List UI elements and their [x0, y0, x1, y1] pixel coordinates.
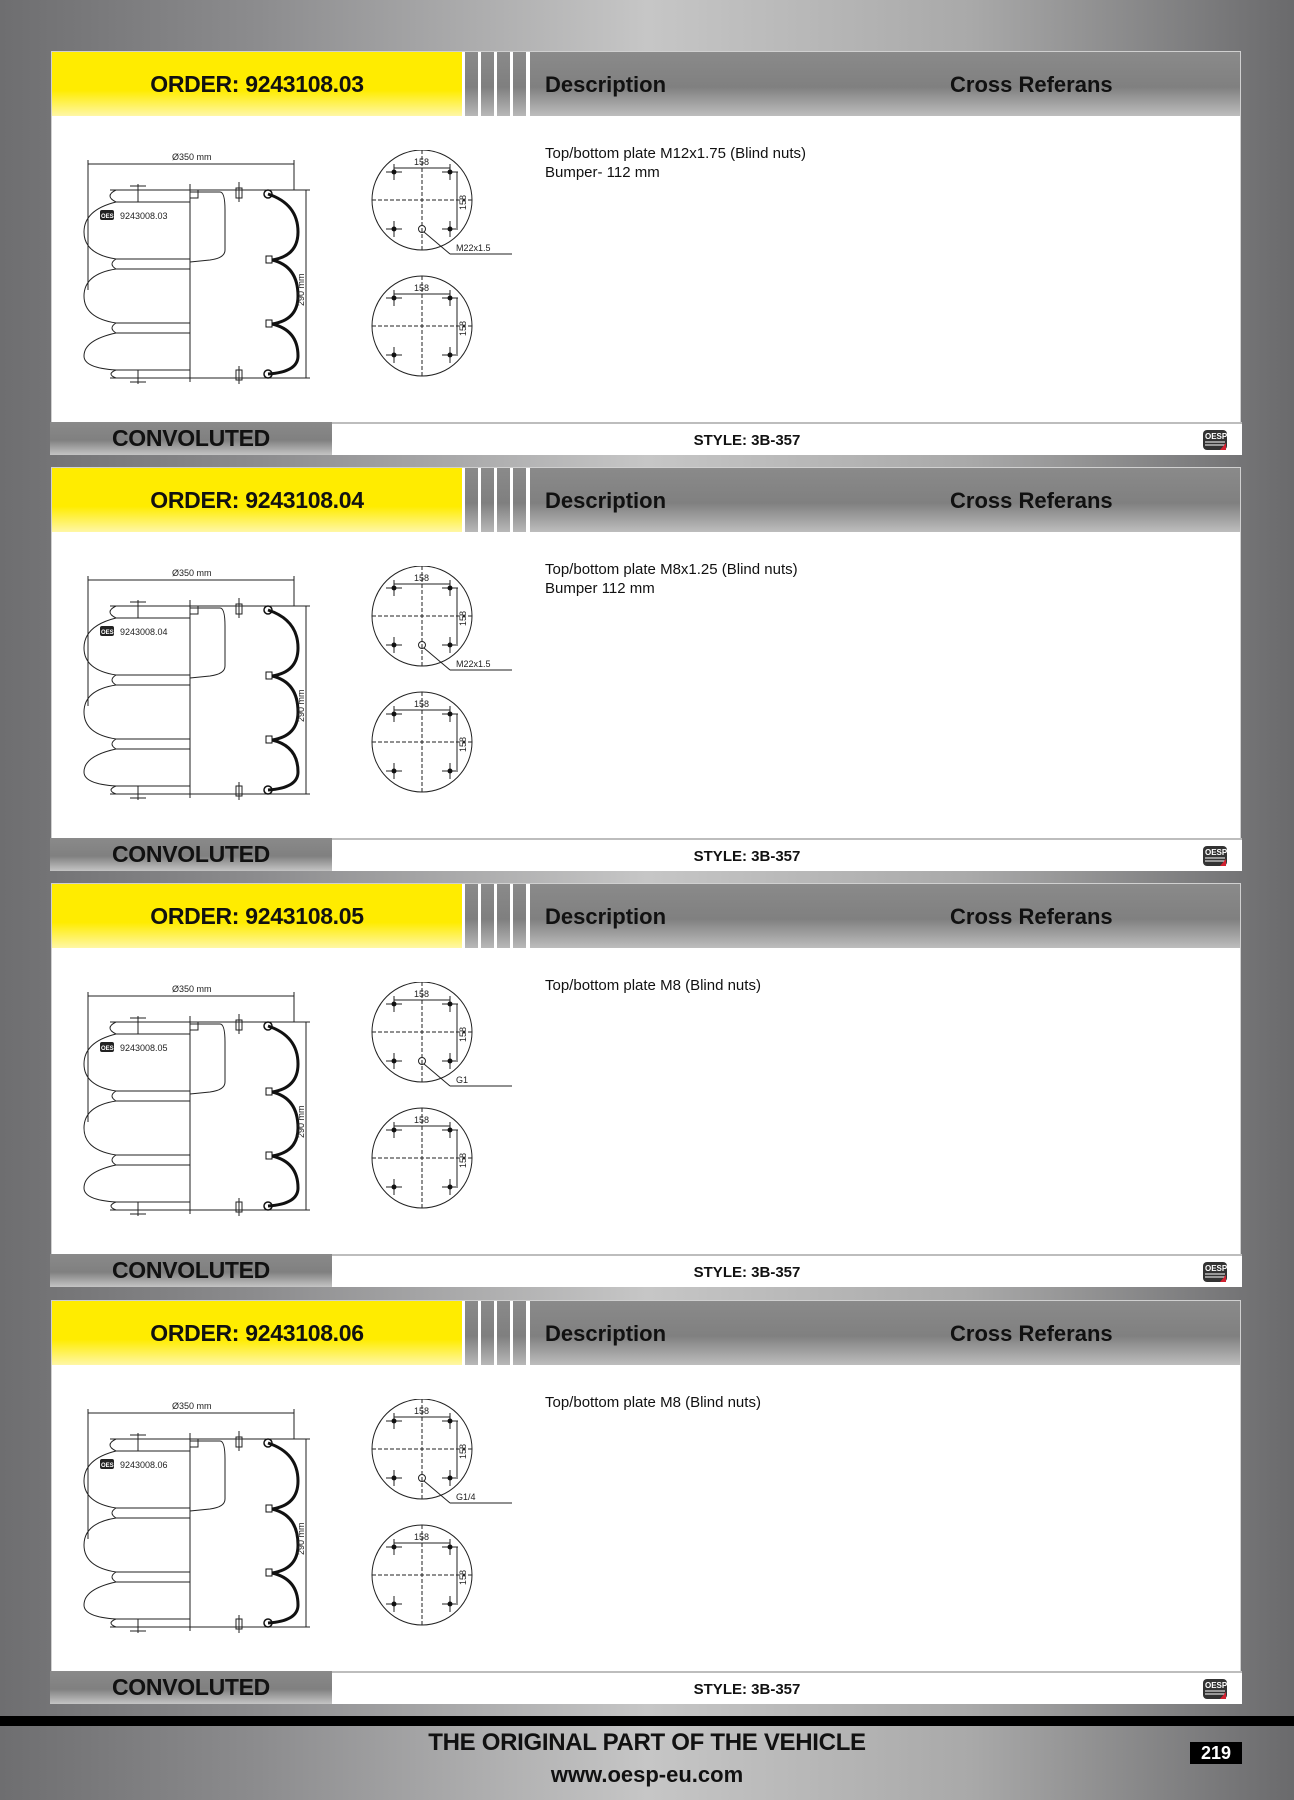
bolt-spacing-side-label: 158	[458, 1569, 468, 1585]
oesp-logo-icon	[100, 1459, 118, 1469]
product-card	[51, 467, 1241, 871]
page-number: 219	[1190, 1742, 1242, 1764]
style-strip	[332, 1671, 1242, 1704]
svg-text:OESP: OESP	[101, 630, 118, 636]
cross-reference-heading: Cross Referans	[950, 488, 1113, 513]
bolt-spacing-label: 158	[414, 699, 430, 709]
oesp-logo-icon	[100, 626, 118, 636]
description-line: Top/bottom plate M8 (Blind nuts)	[545, 977, 761, 994]
svg-text:OESP: OESP	[1205, 1681, 1228, 1690]
bolt-spacing-side-label: 158	[458, 320, 468, 336]
air-spring-side-drawing	[80, 150, 340, 390]
description-line: Top/bottom plate M8x1.25 (Blind nuts)	[545, 561, 798, 578]
order-number: ORDER: 9243108.06	[52, 1301, 462, 1365]
height-label: 290 mm	[296, 689, 306, 722]
footer-tagline: THE ORIGINAL PART OF THE VEHICLE	[428, 1729, 866, 1756]
description-heading: Description	[545, 488, 667, 513]
air-spring-side-drawing	[80, 982, 340, 1222]
drawing-part-number: 9243008.05	[120, 1043, 168, 1053]
description-heading: Description	[545, 1321, 667, 1346]
air-inlet-label: M22x1.5	[456, 243, 491, 253]
height-label: 290 mm	[296, 1105, 306, 1138]
bolt-spacing-side-label: 158	[458, 1443, 468, 1459]
drawing-part-number: 9243008.06	[120, 1460, 168, 1470]
order-number: ORDER: 9243108.05	[52, 884, 462, 948]
cross-reference-heading: Cross Referans	[950, 72, 1113, 97]
oesp-logo-icon	[100, 1042, 118, 1052]
card-footer	[50, 422, 1242, 455]
description-heading: Description	[545, 72, 667, 97]
description-text	[545, 560, 798, 598]
footer-website-link[interactable]: www.oesp-eu.com	[550, 1762, 744, 1787]
card-footer	[50, 1254, 1242, 1287]
svg-text:OESP: OESP	[101, 214, 118, 220]
diameter-label: Ø350 mm	[172, 984, 212, 994]
description-text	[545, 144, 806, 182]
oesp-logo-icon	[100, 210, 118, 220]
mounting-plate-drawings	[362, 150, 562, 390]
footer-bar	[0, 1716, 1294, 1726]
description-line: Bumper 112 mm	[545, 580, 655, 597]
bolt-spacing-side-label: 158	[458, 610, 468, 626]
description-text	[545, 976, 761, 995]
drawing-part-number: 9243008.04	[120, 627, 168, 637]
oesp-logo-icon	[1202, 429, 1228, 451]
mounting-plate-drawings	[362, 982, 562, 1222]
svg-text:OESP: OESP	[1205, 1264, 1228, 1273]
svg-text:OESP: OESP	[101, 1463, 118, 1469]
description-text	[545, 1393, 761, 1412]
style-label: STYLE: 3B-357	[693, 1681, 801, 1698]
height-label: 290 mm	[296, 1522, 306, 1555]
bolt-spacing-side-label: 158	[458, 736, 468, 752]
cross-reference-heading: Cross Referans	[950, 904, 1113, 929]
bolt-spacing-label: 158	[414, 157, 430, 167]
oesp-logo-icon	[1202, 1261, 1228, 1283]
oesp-logo-icon	[1202, 845, 1228, 867]
bolt-spacing-label: 158	[414, 573, 430, 583]
product-card	[51, 883, 1241, 1287]
card-header	[52, 884, 1240, 948]
mounting-plate-drawings	[362, 1399, 562, 1639]
description-line: Bumper- 112 mm	[545, 164, 660, 181]
bolt-spacing-label: 158	[414, 283, 430, 293]
order-number: ORDER: 9243108.04	[52, 468, 462, 532]
svg-text:OESP: OESP	[1205, 432, 1228, 441]
bolt-spacing-label: 158	[414, 1532, 430, 1542]
mounting-plate-drawings	[362, 566, 562, 806]
style-label: STYLE: 3B-357	[693, 848, 801, 865]
air-inlet-label: G1	[456, 1075, 469, 1085]
svg-text:OESP: OESP	[101, 1046, 118, 1052]
diameter-label: Ø350 mm	[172, 1401, 212, 1411]
air-inlet-label: M22x1.5	[456, 659, 491, 669]
diameter-label: Ø350 mm	[172, 152, 212, 162]
height-label: 290 mm	[296, 273, 306, 306]
card-header	[52, 1301, 1240, 1365]
style-strip	[332, 422, 1242, 455]
spring-type-label: CONVOLUTED	[50, 422, 332, 455]
bolt-spacing-side-label: 158	[458, 1152, 468, 1168]
bolt-spacing-label: 158	[414, 1115, 430, 1125]
description-line: Top/bottom plate M8 (Blind nuts)	[545, 1394, 761, 1411]
product-card	[51, 51, 1241, 455]
card-header	[52, 468, 1240, 532]
spring-type-label: CONVOLUTED	[50, 1254, 332, 1287]
card-header	[52, 52, 1240, 116]
cross-reference-heading: Cross Referans	[950, 1321, 1113, 1346]
spring-type-label: CONVOLUTED	[50, 1671, 332, 1704]
card-footer	[50, 1671, 1242, 1704]
air-spring-side-drawing	[80, 566, 340, 806]
oesp-logo-icon	[1202, 1678, 1228, 1700]
card-footer	[50, 838, 1242, 871]
style-strip	[332, 1254, 1242, 1287]
description-heading: Description	[545, 904, 667, 929]
air-spring-side-drawing	[80, 1399, 340, 1639]
bolt-spacing-label: 158	[414, 1406, 430, 1416]
bolt-spacing-side-label: 158	[458, 1026, 468, 1042]
order-number: ORDER: 9243108.03	[52, 52, 462, 116]
bolt-spacing-side-label: 158	[458, 194, 468, 210]
style-strip	[332, 838, 1242, 871]
air-inlet-label: G1/4	[456, 1492, 476, 1502]
product-card	[51, 1300, 1241, 1704]
svg-text:OESP: OESP	[1205, 848, 1228, 857]
spring-type-label: CONVOLUTED	[50, 838, 332, 871]
diameter-label: Ø350 mm	[172, 568, 212, 578]
description-line: Top/bottom plate M12x1.75 (Blind nuts)	[545, 145, 806, 162]
style-label: STYLE: 3B-357	[693, 432, 801, 449]
drawing-part-number: 9243008.03	[120, 211, 168, 221]
bolt-spacing-label: 158	[414, 989, 430, 999]
style-label: STYLE: 3B-357	[693, 1264, 801, 1281]
